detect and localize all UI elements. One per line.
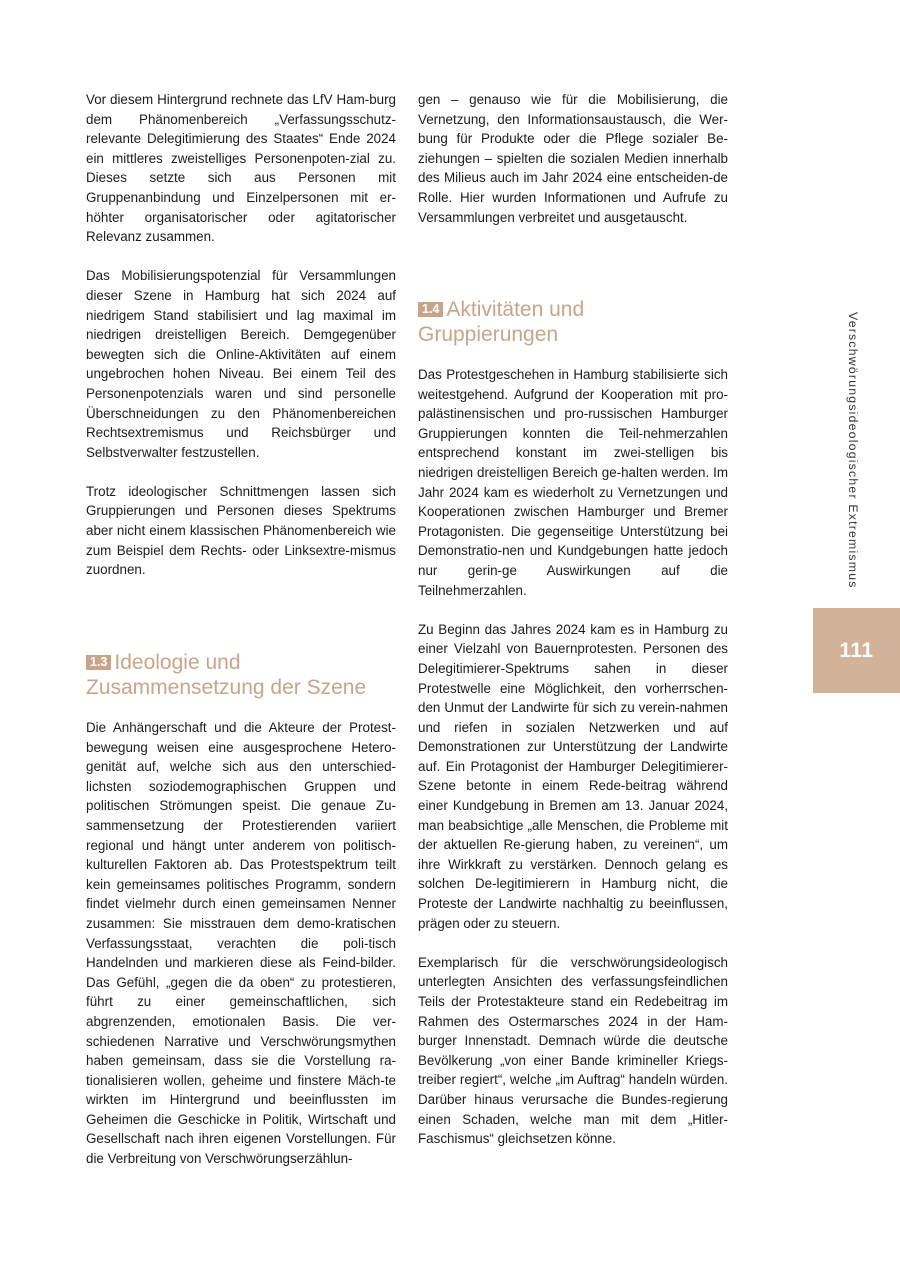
section-1-4-body <box>418 365 728 1149</box>
section-title-line2: Zusammensetzung der Szene <box>86 676 367 699</box>
section-1-3-body <box>86 718 396 1169</box>
paragraph: Exemplarisch für die verschwörungsideologisch unterlegten Ansichten des verfassungsfeindlichen Teils der Protestakteure stand ein Redebeitrag im Rahmen des Ostermarsches 2024 in der Ham-burger Innenstadt. Demnach würde die deutsche Bevölkerung „von einer Bande krimineller Kriegs-treiber regiert“, welche „im Auftrag“ handeln würden. Darüber hinaus verursache die Bundes-regierung einen Schaden, welche man mit dem „Hitler-Faschismus“ gleichsetzen könne. <box>418 954 728 1147</box>
paragraph: Vor diesem Hintergrund rechnete das LfV Ham-burg dem Phänomenbereich „Verfassungsschutz-relevante Delegitimierung des Staates“ Ende 2024 ein mittleres zweistelliges Personenpoten-zial zu. Dieses setzte sich aus Personen mit Gruppenanbindung und Einzelpersonen mit er-höhter organisatorischer oder agitatorischer Relevanz zusammen. <box>86 92 396 245</box>
section-number-badge: 1.4 <box>418 302 443 317</box>
section-number-badge: 1.3 <box>86 655 111 670</box>
left-column <box>86 90 396 580</box>
paragraph: Das Protestgeschehen in Hamburg stabilisierte sich weitestgehend. Aufgrund der Kooperation mit pro-palästinensischen und pro-russischen Hamburger Gruppierungen konnten die Teil-nehmerzahlen entsprechend konstant im zwei-stelligen bis niedrigen dreistelligen Bereich ge-halten werden. Im Jahr 2024 kam es wiederholt zu Vernetzungen und Kooperationen zwischen Hamburger und Bremer Protagonisten. Die gegenseitige Unterstützung bei Demonstratio-nen und Kundgebungen hatte jedoch nur gerin-ge Auswirkungen auf die Teilnehmerzahlen. <box>418 367 728 598</box>
page-number-tab: 111 <box>813 608 900 693</box>
paragraph: Die Anhängerschaft und die Akteure der Protest-bewegung weisen eine ausgesprochene Hetero-genität auf, welche sich aus den unterschied-lichsten soziodemographischen Gruppen und politischen Strömungen speist. Die genaue Zu-sammensetzung der Protestierenden variiert regional und hängt unter anderem von politisch-kulturellen Faktoren ab. Das Protestspektrum teilt kein gemeinsames politisches Programm, sondern findet vielmehr durch einen gemeinsamen Nenner zusammen: Sie misstrauen dem demo-kratischen Verfassungsstaat, verachten die poli-tisch Handelnden und markieren diese als Feind-bilder. Das Gefühl, „gegen die da oben“ zu protestieren, führt zu einer gemeinschaftlichen, sich abgrenzenden, emotionalen Basis. Die ver-schiedenen Narrative und Verschwörungsmythen haben gemeinsam, dass sie die Vorstellung ra-tionalisieren wollen, geheime und finstere Mäch-te wirkten im Hintergrund und beeinflussten im Geheimen die Geschicke in Politik, Wirtschaft und Gesellschaft nach ihren eigenen Vorstellungen. Für die Verbreitung von Verschwörungserzählun- <box>86 720 396 1167</box>
section-heading <box>418 297 738 347</box>
paragraph: Zu Beginn das Jahres 2024 kam es in Hamburg zu einer Vielzahl von Bauernprotesten. Personen des Delegitimierer-Spektrums sahen in dieser Protestwelle eine Möglichkeit, den vorherrschen-den Unmut der Landwirte für sich zu verein-nahmen und riefen in sozialen Netzwerken und auf Demonstrationen zur Unterstützung der Landwirte auf. Ein Protagonist der Hamburger Delegitimierer-Szene betonte in einem Rede-beitrag während einer Kundgebung in Bremen am 13. Januar 2024, man beabsichtige „alle Menschen, die Probleme mit der aktuellen Re-gierung haben, zu vereinen“, um ihre Wirkkraft zu verstärken. Dennoch gelang es solchen De-legitimierern in Hamburg nicht, die Proteste der Landwirte nachhaltig zu beeinflussen, prägen oder zu steuern. <box>418 621 728 931</box>
paragraph: gen – genauso wie für die Mobilisierung, die Vernetzung, den Informationsaustausch, die Wer-bung für Produkte oder die Pflege sozialer Be-ziehungen – spielten die sozialen Medien innerhalb des Milieus auch im Jahr 2024 eine entscheiden-de Rolle. Hier wurden Informationen und Aufrufe zu Versammlungen verbreitet und ausgetauscht. <box>418 92 728 225</box>
paragraph: Das Mobilisierungspotenzial für Versammlungen dieser Szene in Hamburg hat sich 2024 auf niedrigem Stand stabilisiert und lag maximal im niedrigen dreistelligen Bereich. Demgegenüber bewegten sich die Online-Aktivitäten auf einem ungebrochen hohen Niveau. Bei einem Teil des Personenpotenzials waren und sind personelle Überschneidungen zu den Phänomenbereichen Rechtsextremismus und Reichsbürger und Selbstverwalter festzustellen. <box>86 268 396 460</box>
section-title-line1: Ideologie und <box>114 651 241 674</box>
section-heading <box>86 650 406 700</box>
section-title-line2: Gruppierungen <box>418 323 559 346</box>
chapter-side-label: Verschwörungsideologischer Extremismus <box>846 312 860 589</box>
right-column <box>418 90 728 227</box>
section-1-4 <box>418 297 738 347</box>
section-title-line1: Aktivitäten und <box>446 298 585 321</box>
paragraph: Trotz ideologischer Schnittmengen lassen sich Gruppierungen und Personen dieses Spektrums aber nicht einem klassischen Phänomenbereich wie zum Beispiel dem Rechts- oder Linksextre-mismus zuordnen. <box>86 483 396 578</box>
section-1-3 <box>86 650 406 700</box>
